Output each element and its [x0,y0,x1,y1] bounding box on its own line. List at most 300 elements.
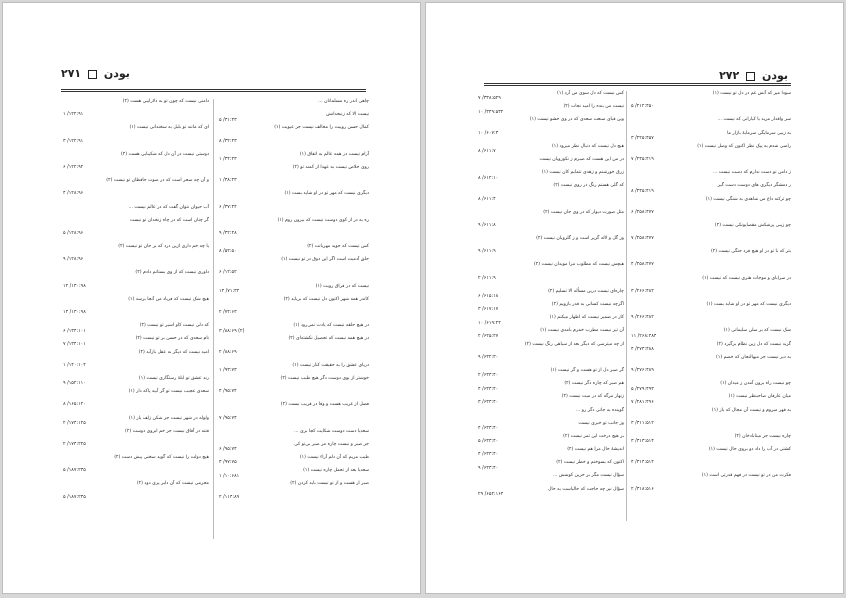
index-entry [63,297,209,308]
verse-text: فکرت من در تو نیست در فهم قدرتی است (۱) [701,473,791,479]
verse-text: میان عارفان صاحبنظر نیست (۱) [728,394,791,400]
index-entry [631,276,791,287]
verse-reference: ۲ /۶۳۳:۴۰ [478,373,499,379]
verse-text: وز گل و لاله گزیر است و ز گلزوبان نیست (۲) [536,236,624,242]
index-entry [631,131,791,142]
index-entry [631,355,791,366]
index-entry [631,421,791,432]
verse-text: سعدیا دست دوست شکایت کجا بری ... [294,428,369,434]
verse-text: بر هیچ درخت این ثمر نیست (۲) [563,433,624,439]
verse-text: چاره‌ای نیست درین مسأله الا تسلیم (۲) [548,288,624,294]
index-entry [631,249,791,260]
verse-text: ولوله در شهر نیست جز شکن زلف یار (۱) [128,415,209,421]
index-entry [63,416,209,427]
index-entry [63,429,209,440]
verse-text: محرمی نیست که آن دلبر پری دود (۲) [136,481,209,487]
verse-text: صبر ار هست و از تو نیست باید کردن (۲) [290,481,369,487]
verse-reference: ۱۴ /۷۱:۳۲ [219,289,240,295]
verse-reference: ۹ /۶۳۳:۴۰ [478,465,499,471]
index-entry [219,442,369,453]
verse-text: ره به در از کوی دوست نیست که بیرون روم (۱) [277,217,369,223]
index-entry [63,402,209,413]
verse-reference: ۷ /۲۸۱:۴۹۶ [631,399,654,405]
index-entry [631,144,791,155]
verse-reference: ۱۱ /۲۶۸:۴۸۴ [631,333,657,339]
column-divider [626,91,627,521]
verse-text: دوستی نیست در آن دل که شکیبایی هست (۲) [121,151,209,157]
verse-text: که گلی هستم رنگ در روی نیست (۲) [553,183,624,189]
verse-reference: ۲ /۱۱۴:۸۹ [219,494,240,500]
index-entry [478,421,624,432]
index-entry [63,336,209,347]
verse-reference: ۹ /۶۳۲:۳۰ [478,354,499,360]
verse-reference: ۹ /۴۲:۴۸ [219,230,237,236]
index-entry [478,197,624,208]
page-word: بودن [103,67,130,80]
left-page [2,2,421,594]
index-entry [478,117,624,128]
verse-text: گزید نیست که دل زین نظام برگیرد (۲) [716,341,791,347]
verse-reference: ۵ /۱۲۸:۹۶ [63,230,84,236]
index-entry [219,297,369,308]
index-entry [478,131,624,142]
verse-text: داوری نیست که از وی بستانم دادم (۲) [135,270,209,276]
verse-text: چاهی اندر ره مسلمانان ... [318,99,369,104]
verse-text: دیگری نیست که مهر تو در او شاید بست (۱) [284,191,369,197]
left-column [63,99,209,508]
verse-reference: ۲ /۷۴:۶۳ [219,310,237,315]
index-entry [631,91,791,102]
square-icon [88,70,97,79]
index-entry [219,310,369,321]
index-entry [478,447,624,458]
index-entry [63,284,209,295]
verse-reference: ۹ /۲۶۶:۴۸۲ [631,315,654,321]
verse-reference: ۲ /۱۷۴:۲۲۵ [63,441,86,447]
index-entry [219,125,369,136]
index-entry [63,205,209,216]
index-entry [478,487,624,498]
verse-text: به قهر میروم و نیست آن مجال که باز (۱) [711,407,791,413]
index-entry [631,460,791,471]
page-number: ۲۷۲ [719,69,740,82]
index-entry [478,104,624,115]
index-entry [219,416,369,427]
index-entry [631,210,791,221]
index-entry [219,191,369,202]
verse-reference: ۱۲ /۱۳۰:۹۸ [63,283,86,289]
verse-reference: ۴ /۱۲۸:۹۶ [63,191,84,197]
index-entry [219,481,369,492]
verse-text: و آن چه سحر است که در صوت حافظان تو نیست (۲) [106,178,209,184]
page-number: ۲۷۱ [61,67,82,80]
verse-text: شک نیست که بر سلن سلیمانی (۱) [723,328,791,334]
index-entry [63,139,209,150]
index-entry [63,323,209,334]
verse-text: نام سعدی که در حسن بر تو نیست (۲) [135,336,209,342]
index-entry [478,381,624,392]
index-entry [478,236,624,247]
index-entry [63,112,209,123]
verse-text: به دیر نیست جز میهالنجان که خصم (۱) [716,354,791,360]
verse-text: به زیبی سرمایگی سرمایهٔ بازار ما [727,130,791,136]
verse-text: چو نیست راه برون آمدن ز میدان (۱) [720,381,791,387]
index-entry [631,104,791,115]
index-entry [631,487,791,498]
left-column [478,91,624,500]
verse-reference: ۴ /۹۵:۷۴ [219,389,237,395]
index-entry [63,389,209,400]
verse-text: چو ترکنه داغ من شاهدی به شنگی نیست (۱) [705,196,791,202]
verse-text: در من این هست که صبرم ز نکورویان نیست [539,156,624,162]
verse-text: کشتی در آب را داد دو بروی حال نیست (۱) [708,447,791,453]
index-entry [63,455,209,466]
index-entry [478,276,624,287]
index-entry [478,144,624,155]
verse-reference: ۱ /۳۴:۴۳ [219,157,237,163]
index-entry [478,368,624,379]
right-column [219,99,369,508]
verse-reference: ۵ /۱۸۷:۲۳۵ [63,468,86,474]
verse-reference: ۲ /۸۸:۶۹ [219,349,237,355]
page-header [61,67,362,85]
column-divider [213,99,214,539]
verse-text: دیگری نیست که مهر تو در او شاید بست (۱) [706,302,791,307]
verse-text: جز صبر و نیست چاره مر صبر بی‌تو کی [294,441,369,447]
verse-text: ای که مانند تو بلبل به سخندانی نیست (۱) [129,125,209,131]
index-entry [219,468,369,479]
header-rule [61,89,366,92]
verse-text: سعدیا بعد از تحمل چاره نیست (۱) [303,468,369,474]
index-entry [478,249,624,260]
index-entry [63,376,209,387]
verse-text: طیب مریم که آن دلم آراء نیست (۱) [299,455,369,461]
index-entry [478,315,624,326]
index-entry [631,447,791,458]
verse-text: آرام نیست در همه عالم به اتفاق (۱) [299,151,369,157]
index-entry [631,434,791,445]
verse-text: از چه میترسی که دیگر بعد از سیاهی رنگ نیست (۲) [524,341,624,347]
index-entry [219,495,369,506]
index-entry [63,495,209,506]
verse-reference: ۸ /۶۱۱:۷ [478,149,496,155]
verse-text: مثل صورت دیوار که در وی جان نیست (۲) [543,209,624,215]
verse-reference: ۲ /۱۷۴:۱۲۵ [63,420,86,426]
verse-text: وز جانب تو خبری نیست [578,420,624,426]
verse-text: کس نیست که جوید مهربانت (۲) [307,244,369,250]
verse-reference: ۶ /۲۵۸:۴۷۷ [631,209,654,215]
verse-text: راضی شدم به پیک نظر اکنون که وصل نیست (۱) [697,143,791,149]
index-entry [478,183,624,194]
index-entry [631,117,791,128]
index-entry [631,236,791,247]
index-entry [219,389,369,400]
verse-text: هیچ شک نیست که فریاد من آنجا برسد (۱) [128,296,209,302]
index-entry [631,473,791,484]
index-entry [478,342,624,353]
verse-reference: ۹ /۶۱۱:۹ [478,249,496,255]
verse-text: کاندر همه شهر اکنون دل نیست که برباید (۲) [283,296,369,302]
index-entry [631,289,791,300]
verse-reference: ۱۰ /۳۴۹:۵۳۲ [478,109,504,115]
verse-text: بتر که با تو در او هیچ فرد جنگی نیست (۲) [710,249,791,255]
index-entry [631,342,791,353]
verse-reference: ۴ /۶۳۳:۴۰ [478,426,499,432]
verse-reference: ۱ /۱۰:۶۸۱ [219,473,240,479]
index-entry [63,218,209,229]
verse-reference: ۶ /۳۷:۴۴ [219,204,237,210]
verse-text: وین قبای صنعت سعدی که در وی حشو نیست (۱) [529,117,624,123]
verse-text: زنهار مرگه که در میت نیست (۲) [561,394,624,400]
index-entry [219,284,369,295]
index-entry [478,473,624,484]
verse-text: که دلی نیست کاو اسیر تو نیست (۲) [139,323,209,329]
verse-reference: ۵ /۲۷۹:۴۹۳ [631,386,654,392]
verse-reference: ۸ /۵۲:۵۰ [219,249,237,255]
index-entry [219,165,369,176]
verse-reference: ۵ /۳۱:۴۳ [219,117,237,123]
index-entry [63,99,209,110]
verse-text: چو زیبی پزشکش مقصایونکی نیست (۲) [714,222,791,228]
index-entry [631,315,791,326]
verse-reference: ۴ /۶۳۳:۴۰ [478,386,499,392]
index-entry [478,460,624,471]
verse-reference: ۴ /۹۷:۷۵ [219,460,237,466]
index-entry [631,408,791,419]
index-entry [478,210,624,221]
verse-reference: ۲ /۶۱۱:۹ [478,275,496,281]
verse-reference: ۹ /۶۱۱:۸ [478,222,496,228]
verse-reference: ۴ /۲۵۸:۴۷۷ [631,262,654,268]
verse-text: امید نیست که دیگر به عقل بازآید (۲) [138,349,209,355]
verse-text: حلق آدمیت است اگر این دوق در تو نیست (۱) [281,257,369,263]
verse-reference: ۳ /۱۲۲:۹۱ [63,138,84,144]
verse-text: سر واقدار مرید یا کیارانی که نیست ... [717,117,791,123]
verse-text: سؤال نیست مگر بر حزین کوشش ... [552,473,624,479]
index-entry [219,178,369,189]
verse-reference: ۳ /۲۲۵:۴۵۷ [631,135,654,141]
index-entry [219,218,369,229]
index-entry [631,183,791,194]
verse-reference: ۶ /۶۱۵:۱۸ [478,294,499,300]
index-entry [219,336,369,347]
index-entry [219,363,369,374]
verse-text: یا چه خم داری ازین درد که بر جان تو نیست (۲) [118,244,209,250]
index-entry [219,270,369,281]
index-entry [219,376,369,387]
index-entry [63,468,209,479]
index-entry [478,302,624,313]
index-entry [631,394,791,405]
index-entry [478,394,624,405]
verse-reference: ۴ /۶۳۳:۴۰ [478,452,499,458]
index-entry [219,402,369,413]
verse-reference: ۱ /۳۸:۴۳ [219,178,237,184]
index-entry [478,434,624,445]
verse-reference: ۸ /۳۲:۴۳ [219,138,237,144]
verse-reference: ۲ /۳۱۸:۵۱۶ [631,486,654,492]
index-entry [478,289,624,300]
index-entry [219,429,369,440]
index-entry [478,328,624,339]
verse-reference: ۶ /۱۲:۵۲ [219,270,237,276]
index-entry [631,223,791,234]
page-word: بودن [761,69,788,82]
verse-reference: ۱۰ /۶۰۷:۳ [478,130,499,136]
index-entry [63,481,209,492]
verse-text: رند عشق تو ابلهٔ رستگاری نیست (۱) [138,375,209,381]
verse-text: زرق خورشتم و زهدی نتمایم کان نیست (۱) [541,170,624,176]
index-entry [631,170,791,181]
verse-reference: ۷ /۱۳۴:۱۰۱ [63,341,86,347]
verse-text: کمال حسن روییت را مخالف نیست جز عیوبت (۱) [274,125,369,131]
verse-reference: ۸ /۱۶۵:۱۲۰ [63,402,86,408]
verse-reference: ۶ /۱۳۴:۱۰۱ [63,328,86,334]
index-entry [219,152,369,163]
verse-text: ر دمشگر دیگری های دوست دست گیر [717,183,791,189]
index-entry [63,165,209,176]
verse-text: اگرچه نیست کسانی به قدر بازویم (۲) [551,302,624,307]
index-entry [478,355,624,366]
index-entry [63,442,209,453]
verse-text: آب حیوان نتوان گفت که در عالم نیست ... [128,204,209,210]
verse-reference: ۸ /۶۱۲:۱۰ [478,175,499,181]
index-entry [219,231,369,242]
index-entry [219,205,369,216]
verse-reference: ۸ /۶۱۱:۴ [478,196,496,202]
index-entry [478,223,624,234]
verse-reference: ۷ /۲۵۸:۴۷۷ [631,236,654,242]
index-entry [219,112,369,123]
verse-text: نیست الا که زنبخدانش [326,112,369,118]
verse-reference: ۹ /۱۲۸:۹۶ [63,257,84,263]
verse-reference: ۵ /۲۱۲:۴۵۰ [631,104,654,110]
verse-text: هم صبر که چاره دگر نیست (۲) [564,381,624,387]
index-entry [631,368,791,379]
verse-reference: ۵ /۱۸۷:۲۳۵ [63,494,86,500]
verse-text: گوینده به جانی دگر رو ... [575,407,624,413]
verse-text: خوشتر از بوی دوست دگر هیچ طیب نیست (۲) [280,375,369,381]
verse-reference: ۳ /۶۱۷:۱۷ [478,307,499,313]
verse-text: اندیشهٔ حال مرا هم نیست (۲) [567,447,624,453]
index-entry [63,125,209,136]
index-entry [63,257,209,268]
verse-reference: ۷ /۳۳۸:۵۲۹ [478,96,501,102]
verse-reference: ۶ /۹۵:۷۴ [219,447,237,453]
verse-reference: ۶ /۱۲۲:۹۲ [63,164,84,170]
verse-text: دریای عشق را به حقیقت کنار نیست (۱) [292,362,369,368]
index-entry [631,302,791,313]
verse-reference: ۳ /۸۸:۶۹ (۲) [219,328,245,334]
index-entry [63,231,209,242]
verse-reference: ۷ /۲۴۵:۴۱۹ [631,156,654,162]
index-entry [219,244,369,255]
index-entry [219,323,369,334]
verse-text: هیچ دل نیست که دنبال نظر میرود (۱) [551,143,624,149]
verse-reference: ۷ /۹۵:۷۴ [219,415,237,421]
index-entry [478,170,624,181]
right-page [425,2,844,594]
verse-reference: ۸ /۲۴۵:۴۱۹ [631,188,654,194]
index-entry [63,270,209,281]
index-entry [63,350,209,361]
verse-text: گر صبر دل از تو هست و گر نیست (۱) [550,367,624,373]
index-entry [478,262,624,273]
verse-text: دامنی نیست که چون تو به دلاراییی هست (۲) [122,99,209,104]
verse-text: در سرابای و موجات هنری نیست که نیست (۱) [702,275,791,281]
verse-reference: ۹ /۲۷۶:۴۸۹ [631,367,654,373]
verse-text: فتنه در آفاق نیست جز خم ابروی دوست (۲) [125,428,209,434]
index-entry [63,152,209,163]
right-column [631,91,791,500]
verse-reference: ۱ /۱۲۲:۹۱ [63,112,84,118]
verse-text: هیچش نیست که مطلوب مرا مویدان نیست (۲) [534,262,624,268]
index-entry [631,262,791,273]
index-entry [63,310,209,321]
verse-text: گر چنان است که در چاه زنخدان تو نیست [129,217,209,223]
index-entry [631,381,791,392]
header-rule [484,83,791,86]
index-entry [219,257,369,268]
index-entry [478,91,624,102]
verse-reference: ۵ /۶۳۳:۴۰ [478,439,499,445]
index-entry [63,244,209,255]
index-entry [219,99,369,110]
verse-text: کار در ضمیر نیست که اظهار میکنم (۱) [549,315,624,321]
index-entry [478,157,624,168]
index-entry [219,139,369,150]
verse-text: در هیچ همه نیست که تحصیل نکشته‌ای (۲) [288,336,369,342]
verse-reference: ۲ /۶۲۵:۲۷ [478,333,499,339]
verse-reference: ۳ /۲۶۶:۴۸۲ [631,288,654,294]
verse-reference: ۳ /۳۱۱:۵۱۲ [631,420,654,426]
verse-reference: ۱ /۹۳:۷۳ [219,368,237,374]
verse-reference: ۱۰ /۶۱۹:۲۴ [478,320,501,326]
verse-reference: ۴ /۳۱۴:۵۱۴ [631,460,654,466]
index-entry [478,408,624,419]
verse-text: نیست من بنده را امید نجات (۲) [563,104,624,110]
verse-reference: ۱ /۱۴۰:۱۰۴ [63,362,86,368]
verse-text: ز دامن تو دست ندارم که دست نیست ... [713,170,791,176]
verse-text: آن تیز نیست مطرب خمرم بامدی نیست (۱) [540,328,624,334]
verse-text: سودا مپز که آتش غم در دل تو نیست (۱) [712,91,791,96]
index-entry [63,178,209,189]
verse-text: در هیچ حلقه نیست که یادت نمی‌رود (۱) [293,323,369,329]
verse-reference: ۳ /۶۳۳:۴۰ [478,399,499,405]
verse-reference: ۱۴ /۱۳۰:۹۸ [63,310,86,315]
verse-text: روی خلاص نیست به عهدا از کمند تو (۲) [292,164,369,170]
verse-text: چاره نیست جز میتابادخان (۲) [734,433,791,439]
index-entry [631,157,791,168]
verse-text: هیچ دولت را نیست که گوید سخنی پیش دست (۲) [114,455,209,461]
verse-reference: ۳ /۳۱۳:۵۱۴ [631,439,654,445]
index-entry [63,363,209,374]
verse-reference: ۹ /۱۵۲:۱۱۰ [63,381,86,387]
index-entry [631,328,791,339]
verse-text: نیست که در فراق رویت (۱) [315,283,369,289]
verse-reference: ۴ /۲۷۳:۴۸۸ [631,346,654,352]
square-icon [746,72,755,81]
index-entry [219,455,369,466]
index-entry [219,350,369,361]
verse-text: سعدی عجیب نیست تو گر آبیه پاکه دار (۱) [128,389,209,395]
verse-text: فضل از غریب هست و وفا در قریب نیست (۲) [280,402,369,408]
verse-text: اکنون که بسوختم و خطر نیست (۲) [556,460,624,466]
verse-reference: ۲۹ /۶۵۲:۱۶۴ [478,492,504,498]
verse-text: سؤال نیز چه حاجت که حالیاست به حال [548,486,624,492]
index-entry [63,191,209,202]
verse-text: کس نیست که دل سوی من آرد (۱) [557,91,624,96]
